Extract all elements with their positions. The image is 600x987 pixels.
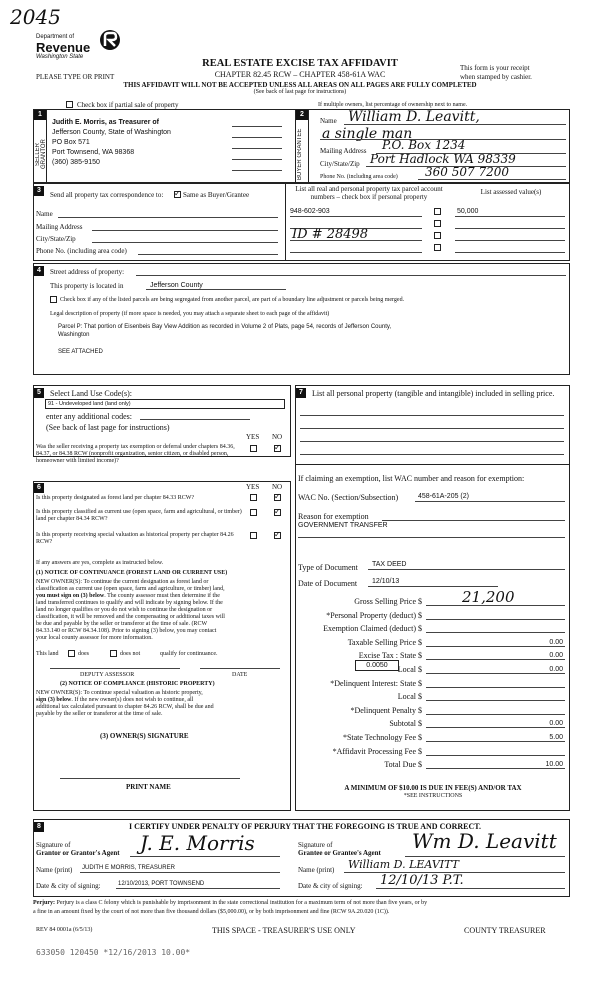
grantee-name-value: William D. LEAVITT bbox=[348, 858, 459, 871]
buyer-address-value: P.O. Box 1234 bbox=[382, 138, 466, 152]
segregate-checkbox[interactable] bbox=[50, 296, 57, 303]
seller-line4: Port Townsend, WA 98368 bbox=[52, 149, 135, 156]
seller-line3: PO Box 571 bbox=[52, 139, 90, 146]
street-address-label: Street address of property: bbox=[50, 268, 125, 276]
s6-q3: Is this property receiving special valuation as historical property per chapter 84.26 RCW? bbox=[36, 532, 234, 545]
calc-label: *Affidavit Processing Fee $ bbox=[332, 746, 422, 756]
land-use-code-value: 91 - Undeveloped land (land only) bbox=[48, 401, 131, 407]
section2-number: 2 bbox=[296, 110, 308, 120]
s6-q1-yes[interactable] bbox=[250, 494, 257, 501]
calc-value[interactable]: 21,200 bbox=[462, 588, 515, 606]
buyer-grantee-label: BUYER GRANTEE bbox=[297, 128, 303, 180]
notice1-line-g: be due and payable by the seller or transferor at the time of sale. (RCW bbox=[36, 621, 208, 627]
segregate-label: Check box if any of the listed parcels are being segregated from another parcel, are part of a boundary line adjustment or parcels being merged. bbox=[60, 297, 405, 303]
located-value: Jefferson County bbox=[150, 282, 203, 289]
calc-label: Taxable Selling Price $ bbox=[347, 637, 422, 647]
perjury-text2: a fine in an amount fixed by the court of not more than five thousand dollars ($5,000.00), or by both imprisonment and fine (RCW 9A.20.020 (1C)). bbox=[33, 909, 390, 915]
land-use-back-note: (See back of last page for instructions) bbox=[46, 423, 170, 432]
doc-date-value: 12/10/13 bbox=[372, 578, 400, 585]
land-does-not-checkbox[interactable] bbox=[110, 650, 117, 657]
s6-if-yes: If any answers are yes, complete as instructed below. bbox=[36, 560, 164, 566]
located-label: This property is located in bbox=[50, 282, 124, 290]
doc-type-label: Type of Document bbox=[298, 563, 358, 572]
legal-description-label: Legal description of property (if more space is needed, you may attach a separate sheet to each page of the affidavit) bbox=[50, 311, 330, 317]
s6-q1: Is this property designated as forest land per chapter 84.33 RCW? bbox=[36, 495, 195, 501]
id-value: ID # 28498 bbox=[292, 227, 369, 242]
assessed-header: List assessed value(s) bbox=[480, 188, 542, 196]
owner-signature-label: (3) OWNER(S) SIGNATURE bbox=[100, 732, 189, 740]
notice1-line-h: 84.33.140 or RCW 84.34.108). Prior to signing (3) below, you may contact bbox=[36, 628, 217, 634]
calc-value[interactable]: 0.00 bbox=[549, 652, 563, 660]
calc-label: Subtotal $ bbox=[389, 719, 422, 729]
section5-number: 5 bbox=[34, 388, 44, 398]
land-qualify-label: This land bbox=[36, 651, 59, 657]
notice2-line-b-rest: . If the new owner(s) does not wish to continue, all bbox=[71, 697, 194, 703]
grantor-sig-label1: Signature of bbox=[36, 841, 71, 849]
local-rate-value: 0.0050 bbox=[366, 662, 388, 669]
buyer-city-label: City/State/Zip bbox=[320, 160, 360, 168]
grantor-date-value: 12/10/2013, PORT TOWNSEND bbox=[118, 881, 205, 887]
calc-label: *State Technology Fee $ bbox=[342, 733, 422, 742]
logo-line2: Revenue bbox=[36, 40, 91, 55]
receipt-line2: when stamped by cashier. bbox=[460, 73, 532, 81]
additional-codes-label: enter any additional codes: bbox=[46, 412, 132, 421]
calc-label: *Delinquent Interest: State $ bbox=[330, 678, 422, 688]
s5-question: Was the seller receiving a property tax exemption or deferral under chapters 84.36, 84.37, or 84.38 RCW (nonprofit organization, senior citizen, or disabled person, homeowner with limited income)? bbox=[36, 444, 235, 464]
form-chapter: CHAPTER 82.45 RCW – CHAPTER 458-61A WAC bbox=[214, 70, 386, 79]
logo-line1: Department of bbox=[36, 34, 75, 40]
account-number: 948-602-903 bbox=[290, 208, 330, 215]
personal-property-checkbox-1[interactable] bbox=[434, 208, 441, 215]
seller-name: Judith E. Morris, as Treasurer of bbox=[52, 119, 159, 126]
receipt-line1: This form is your receipt bbox=[460, 64, 530, 72]
partial-sale-label: Check box if partial sale of property bbox=[77, 101, 179, 109]
grantor-name-label: Name (print) bbox=[36, 866, 73, 874]
land-does-label: does bbox=[78, 651, 89, 657]
notice1-line-b: classification as current use (open space, farm and agriculture, or timber) land, bbox=[36, 586, 225, 592]
stamp-number: 2045 bbox=[10, 5, 61, 29]
see-attached: SEE ATTACHED bbox=[58, 349, 103, 355]
calc-value[interactable]: 0.00 bbox=[549, 666, 563, 673]
buyer-address-label: Mailing Address bbox=[320, 147, 367, 155]
s6-q3-yes[interactable] bbox=[250, 532, 257, 539]
calc-label: Exemption Claimed (deduct) $ bbox=[323, 624, 422, 634]
perjury-line1 bbox=[33, 900, 570, 907]
county-treasurer: COUNTY TREASURER bbox=[464, 926, 546, 935]
doc-date-label: Date of Document bbox=[298, 579, 358, 588]
seller-line2: Jefferson County, State of Washington bbox=[52, 129, 171, 136]
back-note: (See back of last page for instructions) bbox=[253, 89, 347, 95]
multiple-owners-note: If multiple owners, list percentage of ownership next to name. bbox=[318, 102, 468, 108]
notice1-line-d: land transferred continues to qualify and will indicate by signing below. If the bbox=[36, 600, 223, 606]
notice1-line-e: land no longer qualifies or you do not wish to continue the designation or bbox=[36, 607, 213, 613]
send-address-label: Mailing Address bbox=[36, 223, 83, 231]
wac-label: WAC No. (Section/Subsection) bbox=[298, 493, 399, 502]
personal-property-label: List all personal property (tangible and intangible) included in selling price. bbox=[312, 389, 555, 398]
notice1-line-c-rest: . The county assessor must then determine if the bbox=[104, 593, 220, 599]
accounts-header: List all real and personal property tax parcel account numbers – check box if personal property bbox=[295, 185, 443, 201]
deputy-assessor-label: DEPUTY ASSESSOR bbox=[80, 672, 135, 678]
notice1-title: (1) NOTICE OF CONTINUANCE (FOREST LAND OR CURRENT USE) bbox=[36, 570, 228, 576]
personal-property-checkbox-4[interactable] bbox=[434, 244, 441, 251]
calc-label: Total Due $ bbox=[384, 760, 422, 770]
land-does-not-label: does not bbox=[120, 651, 141, 657]
grantee-date-value: 12/10/13 P.T. bbox=[380, 873, 464, 888]
s6-q1-no[interactable] bbox=[274, 494, 281, 501]
perjury-text1: Perjury is a class C felony which is punishable by imprisonment in the state correctional institution for a maximum term of not more than five years, or by bbox=[55, 900, 428, 906]
calc-label: Excise Tax : State $ bbox=[358, 651, 422, 661]
calc-value[interactable]: 5.00 bbox=[549, 734, 563, 741]
calc-value[interactable]: 0.00 bbox=[549, 638, 563, 646]
calc-label: Local $ bbox=[397, 692, 422, 702]
section4-number: 4 bbox=[34, 266, 44, 276]
logo-line3: Washington State bbox=[36, 54, 84, 60]
notice1-line-c-bold: you must sign on (3) below bbox=[36, 593, 105, 599]
wac-value: 458-61A-205 (2) bbox=[418, 493, 469, 500]
calc-label: Local $ bbox=[397, 665, 422, 674]
section1-number: 1 bbox=[34, 110, 46, 120]
notice2-line-a: NEW OWNER(S): To continue special valuation as historic property, bbox=[36, 690, 203, 696]
buyer-name-value: William D. Leavitt, bbox=[348, 109, 480, 125]
see-instructions: *SEE INSTRUCTIONS bbox=[403, 793, 463, 799]
section3-number: 3 bbox=[34, 186, 44, 196]
notice1-line-f: classification, it will be removed and the compensating or additional taxes will bbox=[36, 614, 225, 620]
same-as-buyer-label: Same as Buyer/Grantee bbox=[183, 191, 250, 199]
grantor-date-label: Date & city of signing: bbox=[36, 882, 101, 890]
perjury-bold: Perjury: bbox=[33, 900, 55, 906]
calc-label: *Personal Property (deduct) $ bbox=[326, 610, 422, 620]
grantor-signature: J. E. Morris bbox=[140, 831, 255, 855]
s6-q2-yes[interactable] bbox=[250, 509, 257, 516]
legal-value-line1: Parcel P: That portion of Eisenbeis Bay View Addition as recorded in Volume 2 of Plats, page 54, records of Jefferson County, bbox=[58, 324, 392, 330]
send-phone-label: Phone No. (including area code) bbox=[36, 247, 127, 255]
grantor-sig-label2: Grantor or Grantor's Agent bbox=[36, 849, 120, 857]
land-use-label: Select Land Use Code(s): bbox=[50, 389, 132, 398]
personal-property-checkbox-2[interactable] bbox=[434, 220, 441, 227]
rev-number: REV 84 0001a (6/5/13) bbox=[36, 927, 93, 933]
section6-frame bbox=[33, 481, 291, 811]
grantee-sig-label1: Signature of bbox=[298, 841, 333, 849]
s5-yes: YES bbox=[246, 433, 260, 441]
notice2-line-c: additional tax calculated pursuant to chapter 84.26 RCW, shall be due and bbox=[36, 704, 214, 710]
buyer-phone-value: 360 507 7200 bbox=[425, 165, 509, 179]
notice1-line-a: NEW OWNER(S): To continue the current designation as forest land or bbox=[36, 579, 209, 585]
deputy-date-label: DATE bbox=[232, 672, 248, 678]
buyer-city-value: Port Hadlock WA 98339 bbox=[370, 152, 516, 166]
section7-number: 7 bbox=[296, 388, 306, 398]
calc-value[interactable]: 10.00 bbox=[545, 761, 563, 769]
logo bbox=[36, 33, 90, 61]
legal-value-line2: Washington bbox=[58, 332, 90, 338]
s6-q2-no[interactable] bbox=[274, 509, 281, 516]
grantee-sig-label2: Grantee or Grantee's Agent bbox=[298, 849, 381, 857]
s5-no: NO bbox=[272, 433, 283, 441]
seller-grantor-label: SELLER GRANTOR bbox=[35, 139, 47, 169]
exemption-label: If claiming an exemption, list WAC number and reason for exemption: bbox=[298, 474, 525, 483]
form-title: REAL ESTATE EXCISE TAX AFFIDAVIT bbox=[202, 58, 398, 69]
calc-label: Gross Selling Price $ bbox=[354, 597, 422, 606]
partial-sale-checkbox[interactable] bbox=[66, 101, 73, 108]
s6-q3-no[interactable] bbox=[274, 532, 281, 539]
assessed-value: 50,000 bbox=[457, 208, 479, 215]
s6-q2: Is this property classified as current use (open space, farm and agricultural, or timber) land per chapter 84.34 RCW? bbox=[36, 509, 242, 522]
buyer-phone-label: Phone No. (including area code) bbox=[320, 174, 398, 180]
print-name-label: PRINT NAME bbox=[126, 783, 171, 791]
receipt-stamp: 633050 120450 *12/16/2013 10.00* bbox=[36, 948, 191, 957]
s5-yes-checkbox[interactable] bbox=[250, 445, 257, 452]
personal-property-checkbox-3[interactable] bbox=[434, 232, 441, 239]
s6-yes: YES bbox=[246, 483, 260, 491]
grantee-signature: Wm D. Leavitt bbox=[412, 829, 557, 853]
notice2-line-b-bold: sign (3) below bbox=[36, 697, 72, 703]
print-note: PLEASE TYPE OR PRINT bbox=[36, 73, 115, 81]
seller-line5: (360) 385-9150 bbox=[52, 159, 100, 166]
buyer-name-label: Name bbox=[320, 117, 337, 125]
notice2-line-b bbox=[36, 697, 286, 704]
doc-type-value: TAX DEED bbox=[372, 561, 407, 568]
reason-value: GOVERNMENT TRANSFER bbox=[298, 522, 388, 529]
calc-value[interactable]: 0.00 bbox=[549, 720, 563, 728]
section8-number: 8 bbox=[34, 822, 44, 832]
revenue-logo-icon bbox=[98, 28, 122, 52]
grantor-name-value: JUDITH E MORRIS, TREASURER bbox=[82, 865, 175, 871]
land-does-checkbox[interactable] bbox=[68, 650, 75, 657]
notice1-line-i: your local county assessor for more information. bbox=[36, 635, 153, 641]
land-qualify-text: qualify for continuance. bbox=[160, 651, 218, 657]
same-as-buyer-checkbox[interactable] bbox=[174, 191, 181, 198]
treasurer-space: THIS SPACE - TREASURER'S USE ONLY bbox=[212, 926, 356, 935]
s5-no-checkbox[interactable] bbox=[274, 445, 281, 452]
send-correspondence-label: Send all property tax correspondence to: bbox=[50, 191, 164, 199]
certify-statement: I CERTIFY UNDER PENALTY OF PERJURY THAT THE FOREGOING IS TRUE AND CORRECT. bbox=[128, 822, 481, 831]
send-name-label: Name bbox=[36, 210, 53, 218]
reason-label: Reason for exemption bbox=[298, 512, 369, 521]
s6-no: NO bbox=[272, 483, 283, 491]
grantee-date-label: Date & city of signing: bbox=[298, 882, 363, 890]
send-city-label: City/State/Zip bbox=[36, 235, 76, 243]
buyer-name-value2: a single man bbox=[322, 126, 413, 142]
notice2-line-d: payable by the seller or transferor at the time of sale. bbox=[36, 711, 163, 717]
minimum-due: A MINIMUM OF $10.00 IS DUE IN FEE(S) AND/OR TAX bbox=[344, 784, 522, 792]
calc-label: *Delinquent Penalty $ bbox=[350, 705, 422, 715]
form-warning: THIS AFFIDAVIT WILL NOT BE ACCEPTED UNLESS ALL AREAS ON ALL PAGES ARE FULLY COMPLETED bbox=[123, 81, 477, 89]
notice2-title: (2) NOTICE OF COMPLIANCE (HISTORIC PROPERTY) bbox=[60, 681, 215, 687]
section4-frame bbox=[33, 263, 570, 375]
section6-number: 6 bbox=[34, 483, 44, 493]
grantee-name-label: Name (print) bbox=[298, 866, 335, 874]
notice1-line-c bbox=[36, 593, 286, 600]
